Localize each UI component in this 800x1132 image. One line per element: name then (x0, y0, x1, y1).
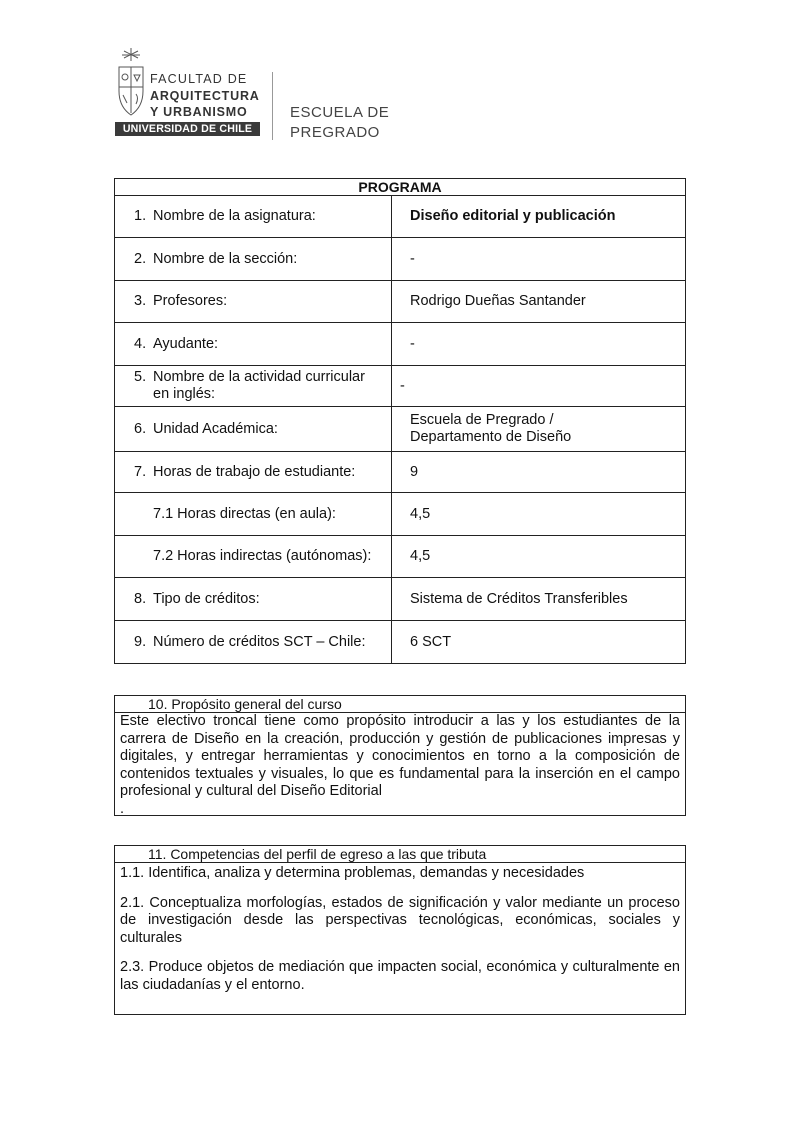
row-value: - (392, 238, 686, 281)
row-label: Nombre de la actividad curricular en inglés: (153, 369, 365, 402)
row-value: 9 (392, 452, 686, 493)
table-row (115, 238, 686, 281)
row-number: 3. (134, 293, 147, 309)
program-table (114, 178, 686, 664)
row-label: Profesores: (153, 293, 228, 309)
row-label: 7.2 Horas indirectas (autónomas): (153, 548, 372, 564)
table-row (115, 578, 686, 621)
faculty-logo (113, 47, 283, 139)
competency-item: 2.3. Produce objetos de mediación que impacten social, económica y culturalmente en las ciudadanías y el entorno. (120, 959, 680, 993)
table-row (115, 366, 686, 407)
row-label: Tipo de créditos: (153, 590, 260, 607)
row-number: 7. (134, 463, 147, 480)
school-name-line1: ESCUELA DE (290, 104, 390, 121)
purpose-text: Este electivo troncal tiene como propósito introducir a las y los estudiantes de la carrera de Diseño en la creación, producción y gestión de publicaciones impresas y digitales, y entregar herramientas y conocimientos en torno a la composición de contenidos textuales y visuales, lo que es fundamental para la inserción en el campo profesional y cultural del Diseño Editorial (120, 713, 680, 799)
faculty-name-line3: Y URBANISMO (150, 105, 248, 119)
table-row (115, 536, 686, 578)
section-heading: 11. Competencias del perfil de egreso a las que tributa (115, 846, 685, 863)
row-value: Sistema de Créditos Transferibles (392, 578, 686, 621)
row-value: - (392, 366, 686, 407)
row-number: 9. (134, 633, 147, 650)
purpose-section (114, 695, 686, 816)
row-number: 2. (134, 250, 147, 267)
program-table-header (115, 179, 686, 196)
row-value: - (392, 323, 686, 366)
table-row (115, 621, 686, 664)
purpose-trailing: . (120, 800, 125, 817)
university-name-bar: UNIVERSIDAD DE CHILE (115, 122, 260, 136)
row-value: 4,5 (392, 536, 686, 578)
row-number: 4. (134, 335, 147, 352)
row-label: Horas de trabajo de estudiante: (153, 463, 356, 480)
row-value (392, 407, 686, 452)
row-value-line1: Escuela de Pregrado / (410, 412, 554, 428)
row-value: 4,5 (392, 493, 686, 536)
table-row (115, 407, 686, 452)
table-row (115, 281, 686, 323)
row-value: 6 SCT (392, 621, 686, 664)
competency-item: 2.1. Conceptualiza morfologías, estados de significación y valor mediante un proceso de investigación desde las perspectivas tecnológicas, económicas, sociales y culturales (120, 894, 680, 946)
table-row (115, 493, 686, 536)
table-row (115, 323, 686, 366)
row-number: 6. (134, 420, 147, 437)
competencies-section (114, 845, 686, 1015)
section-heading: 10. Propósito general del curso (115, 696, 685, 713)
row-label: 7.1 Horas directas (en aula): (153, 505, 336, 522)
row-number: 8. (134, 590, 147, 607)
school-name-line2: PREGRADO (290, 124, 380, 141)
header-divider (272, 72, 273, 140)
row-value-line2: Departamento de Diseño (410, 429, 572, 445)
table-row (115, 452, 686, 493)
row-label: Nombre de la sección: (153, 250, 298, 267)
university-crest-icon (116, 47, 146, 123)
table-row (115, 196, 686, 238)
row-value: Diseño editorial y publicación (392, 196, 686, 238)
faculty-name-line1: FACULTAD DE (150, 72, 248, 86)
row-label: Nombre de la asignatura: (153, 208, 316, 224)
faculty-name-line2: ARQUITECTURA (150, 88, 260, 103)
program-title: PROGRAMA (115, 179, 686, 196)
competency-item: 1.1. Identifica, analiza y determina problemas, demandas y necesidades (120, 865, 585, 881)
school-name (290, 103, 389, 143)
row-label: Ayudante: (153, 335, 219, 352)
row-number: 5. (134, 369, 147, 385)
row-label: Número de créditos SCT – Chile: (153, 633, 366, 650)
row-value: Rodrigo Dueñas Santander (392, 281, 686, 323)
row-label: Unidad Académica: (153, 420, 278, 437)
row-number: 1. (134, 208, 147, 224)
